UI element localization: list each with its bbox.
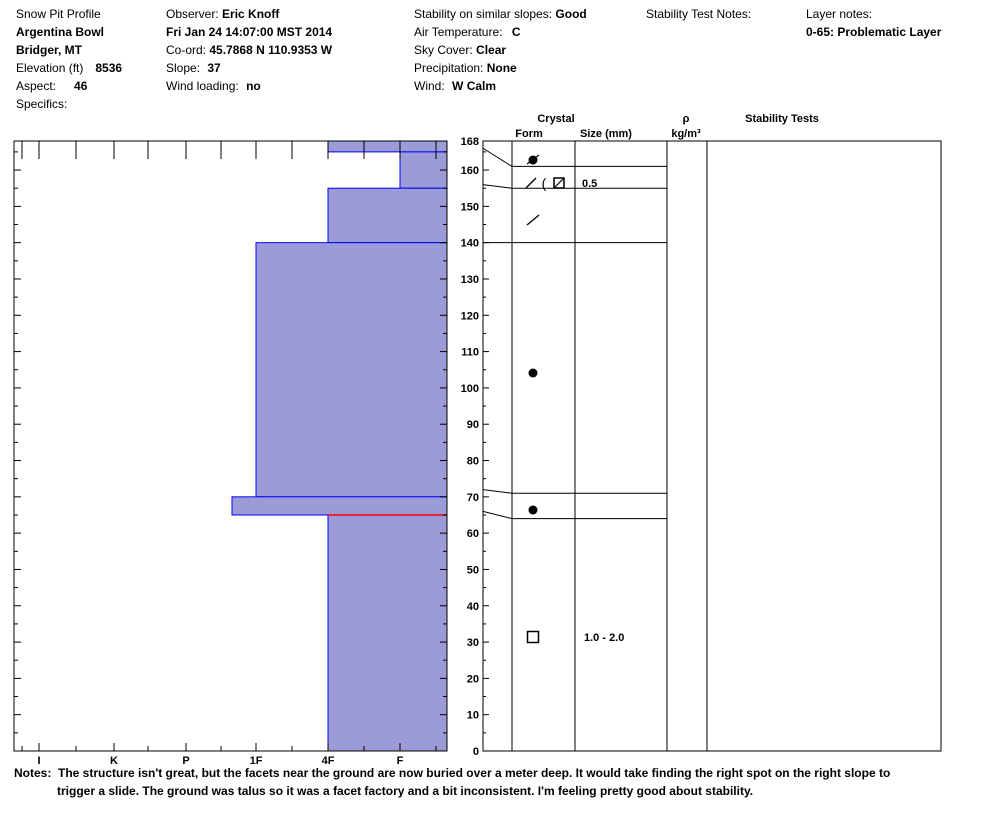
depth-tick-label: 160 xyxy=(460,165,479,178)
crystal-frame xyxy=(483,141,941,751)
stability-test-notes-label: Stability Test Notes: xyxy=(646,7,752,21)
air-temp-label: Air Temperature: xyxy=(414,25,503,39)
facet-square xyxy=(528,632,539,643)
wind-value: W Calm xyxy=(452,79,497,93)
depth-tick-label: 30 xyxy=(466,637,479,650)
decomposing-fragment-icon xyxy=(527,215,539,225)
layer-connector xyxy=(483,185,512,189)
hardness-tick-label: K xyxy=(110,755,118,767)
observation-datetime: Fri Jan 24 14:07:00 MST 2014 xyxy=(166,25,333,39)
decomposing-particle-icon xyxy=(527,155,539,165)
hardness-layer-bar xyxy=(400,152,447,188)
layer-connector xyxy=(483,511,512,518)
facet-square-slash xyxy=(554,178,564,188)
location-name: Argentina Bowl xyxy=(16,25,105,39)
depth-tick-label: 10 xyxy=(466,709,479,722)
layer-connector xyxy=(483,490,512,494)
observer-value: Eric Knoff xyxy=(222,7,280,21)
hardness-tick-label: I xyxy=(37,755,41,767)
hardness-layer-bar xyxy=(328,515,447,751)
stability-label: Stability on similar slopes: xyxy=(414,7,553,21)
density-symbol-header: ρ xyxy=(682,113,690,125)
facet-slash xyxy=(526,178,536,188)
wind-label: Wind: xyxy=(414,79,445,93)
depth-tick-label: 40 xyxy=(466,600,479,613)
layer-notes-label: Layer notes: xyxy=(806,7,873,21)
depth-tick-label: 80 xyxy=(466,455,479,468)
observer-label: Observer: xyxy=(166,7,219,21)
grain-dot xyxy=(529,506,538,515)
rounded-grain-icon xyxy=(529,506,538,515)
depth-tick-label: 20 xyxy=(466,673,479,686)
crystal-table xyxy=(461,113,941,758)
depth-tick-label: 120 xyxy=(460,310,479,323)
hardness-layer-bar xyxy=(232,497,447,515)
elevation-label: Elevation (ft) xyxy=(16,61,84,75)
depth-tick-label: 110 xyxy=(461,346,479,359)
size-header: Size (mm) xyxy=(580,128,632,140)
depth-tick-label: 140 xyxy=(460,237,479,250)
depth-tick-label: 130 xyxy=(460,273,479,286)
pit-profile-title: Snow Pit Profile xyxy=(16,7,101,21)
wind-loading-value: no xyxy=(246,79,261,93)
precipitation-label: Precipitation: xyxy=(414,61,484,75)
elevation-value: 8536 xyxy=(95,61,123,75)
layer-note-entry: 0-65: Problematic Layer xyxy=(806,25,942,39)
region-name: Bridger, MT xyxy=(16,43,83,57)
depth-tick-label: 50 xyxy=(466,564,479,577)
depth-tick-label: 90 xyxy=(466,419,479,432)
coord-value: 45.7868 N 110.9353 W xyxy=(209,43,333,57)
hardness-layer-bar xyxy=(328,188,447,242)
aspect-label: Aspect: xyxy=(16,79,57,93)
notes-label: Notes: xyxy=(14,766,52,780)
slope-label: Slope: xyxy=(166,61,201,75)
depth-tick-label: 150 xyxy=(460,201,479,214)
hardness-tick-label: 4F xyxy=(321,755,335,767)
stability-value: Good xyxy=(555,7,587,21)
hardness-layer-bar xyxy=(328,141,447,152)
layer-connector xyxy=(483,148,512,166)
notes-line-1: The structure isn't great, but the facets near the ground are now buried over a meter deep. It would take finding the right spot on the right slope to xyxy=(58,766,891,780)
rounded-grain-icon xyxy=(529,369,538,378)
hardness-profile xyxy=(14,141,447,767)
notes-line-2: trigger a slide. The ground was talus so it was a facet factory and a bit inconsistent. I'm feeling pretty good about stability. xyxy=(57,784,754,798)
facet-paren: ( xyxy=(541,175,547,191)
depth-tick-label: 60 xyxy=(466,528,479,541)
notes-block xyxy=(14,764,914,800)
slope-value: 37 xyxy=(207,61,221,75)
hardness-tick-label: 1F xyxy=(249,755,263,767)
stability-tests-header: Stability Tests xyxy=(745,113,819,125)
depth-tick-label: 70 xyxy=(466,491,479,504)
depth-tick-label: 100 xyxy=(460,382,479,395)
fragment-slash xyxy=(527,215,539,225)
specifics-label: Specifics: xyxy=(16,97,68,111)
depth-tick-label: 168 xyxy=(460,136,479,148)
grain-dot xyxy=(529,369,538,378)
sky-cover-value: Clear xyxy=(476,43,507,57)
wind-loading-label: Wind loading: xyxy=(166,79,239,93)
hardness-layer-bar xyxy=(256,243,447,497)
grain-size-label: 0.5 xyxy=(582,178,598,190)
sky-cover-label: Sky Cover: xyxy=(414,43,473,57)
hardness-tick-label: F xyxy=(396,755,404,767)
crystal-header: Crystal xyxy=(537,113,575,125)
form-header: Form xyxy=(515,128,543,140)
coord-label: Co-ord: xyxy=(166,43,207,57)
depth-tick-label: 0 xyxy=(472,746,479,758)
precipitation-value: None xyxy=(486,61,517,75)
aspect-value: 46 xyxy=(74,79,88,93)
grain-size-label: 1.0 - 2.0 xyxy=(584,632,625,644)
hardness-tick-label: P xyxy=(182,755,190,767)
air-temp-value: C xyxy=(511,25,521,39)
density-unit-header: kg/m³ xyxy=(671,128,701,140)
faceted-crystal-icon xyxy=(528,632,539,643)
